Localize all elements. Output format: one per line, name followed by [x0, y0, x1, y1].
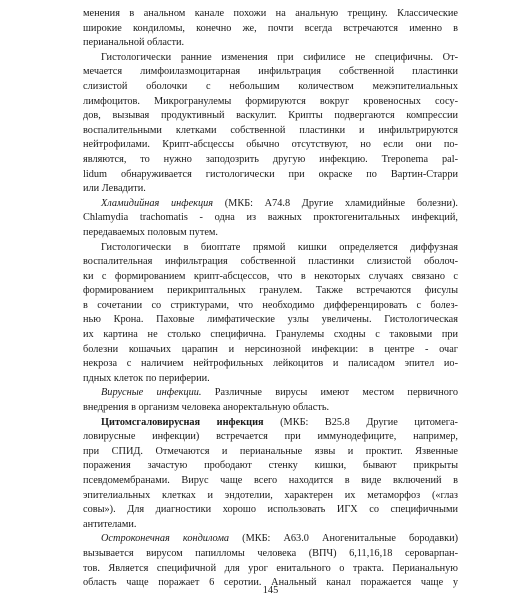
text-line	[83, 22, 458, 37]
text-line	[83, 241, 458, 256]
text-line	[83, 197, 458, 212]
text-line	[83, 503, 458, 518]
line-text: лимфоцитов. Микрогранулемы формируются вокруг кровеносных сосу-	[83, 95, 458, 107]
text-line	[83, 211, 458, 226]
line-text: менения в анальном канале похожи на анальную трещину. Классические	[83, 8, 458, 19]
text-line	[83, 95, 458, 110]
line-text: (МКБ: А63.0 Аногенитальные бородавки)	[229, 533, 459, 545]
text-line	[83, 270, 458, 285]
line-text: псевдомембранами. Вирус чаще всего находится в виде включений в	[83, 475, 458, 486]
text-line	[83, 36, 458, 51]
text-line	[83, 489, 458, 504]
line-text: (МКБ: А74.8 Другие хламидийные болезни).	[213, 197, 458, 209]
line-text: пдных клеток по периферии.	[83, 372, 210, 384]
text-line	[83, 65, 458, 80]
bold-heading: Цитомсгаловирусная инфекция	[101, 416, 264, 428]
line-text: тов. Является специфичной для урог енитального о тракта. Перианальную	[83, 562, 458, 574]
text-line	[83, 474, 458, 489]
text-line	[83, 328, 458, 343]
text-line	[83, 284, 458, 299]
italic-heading: Вирусные инфекции.	[101, 387, 202, 399]
line-text: широкие кондиломы, конечно же, почти всегда встречаются именно в	[83, 22, 458, 34]
text-line	[83, 532, 458, 547]
text-line	[83, 7, 458, 22]
text-line	[83, 226, 458, 241]
line-text: lidum обнаруживается гистологически при окраске по Вартин-Старри	[83, 168, 458, 180]
line-text: Различные вирусы имеют местом первичного	[201, 387, 458, 399]
line-text: некроза с наличием нейтрофильных лейкоцитов и палисадом эпител ио-	[83, 358, 458, 370]
line-text: внедрения в организм человека аноректальную область.	[83, 402, 330, 414]
line-text: перианальной области.	[83, 37, 185, 49]
text-line	[83, 562, 458, 577]
line-text: Chlamydia trachomatis - одна из важных проктогенитальных инфекций,	[83, 212, 458, 224]
line-text: Гистологически ранние изменения при сифилисе не специфичны. От-	[101, 51, 458, 63]
text-line	[83, 138, 458, 153]
text-line	[83, 357, 458, 372]
text-line	[83, 343, 458, 358]
line-text: воспалительная инфильтрация собственной пластинки слизистой оболоч-	[83, 256, 458, 268]
line-text: формированием перикриптальных гранулем. Также встречаются фисулы	[83, 285, 458, 297]
text-line	[83, 124, 458, 139]
line-text: поражения зачастую прободают стенку кишки, бывают прикрыты	[83, 460, 458, 472]
line-text: ловирусные инфекции) встречается при иммунодефиците, например,	[83, 431, 458, 443]
line-text: являются, то нужно заподозрить другую инфекцию. Treponema pal-	[83, 153, 458, 165]
line-text: мечается лимфоилазмоцитарная инфильтрация собственной пластинки	[83, 66, 458, 78]
line-text: антителами.	[83, 518, 137, 530]
text-line	[83, 255, 458, 270]
text-line	[83, 80, 458, 95]
line-text: (МКБ: В25.8 Другие цитомега-	[263, 416, 458, 428]
text-line	[83, 153, 458, 168]
text-line	[83, 299, 458, 314]
text-line	[83, 182, 458, 197]
text-line	[83, 445, 458, 460]
text-line	[83, 313, 458, 328]
text-line	[83, 430, 458, 445]
line-text: болезни кошачьих царапин и нерсинозной инфекции: в центре - очаг	[83, 343, 458, 355]
line-text: или Левадити.	[83, 183, 146, 195]
line-text: Гистологически в биоптате прямой кишки определяется диффузная	[101, 241, 458, 253]
text-line	[83, 518, 458, 533]
line-text: вызывается вирусом папилломы человека (ВПЧ) 6,11,16,18 сероварпан-	[83, 547, 458, 559]
line-text: нью Крона. Паховые лимфатические узлы увеличены. Гистологическая	[83, 314, 458, 326]
line-text: в сочетании со стриктурами, что необходимо дифференцировать с болез-	[83, 299, 458, 311]
line-text: ки с формированием крипт-абсцессов, что в некоторых случаях связано с	[83, 270, 458, 282]
line-text: дов, вызывая продуктивный васкулит. Крипты подвергаются компрессии	[83, 110, 458, 122]
line-text: эпителиальных клетках и эндотелии, характерен их метаморфоз («глаз	[83, 489, 458, 501]
text-line	[83, 51, 458, 66]
text-line	[83, 547, 458, 562]
text-body	[83, 7, 458, 591]
line-text: совы»). Для диагностики хорошо использовать ИГХ со специфичными	[83, 504, 458, 516]
text-line	[83, 401, 458, 416]
line-text: слизистой оболочки с небольшим количеством межэпителиальных	[83, 80, 458, 92]
line-text: область чаще поражает 6 серотии. Анальный канал поражается чаще у	[83, 577, 458, 589]
italic-heading: Хламидийная инфекция	[101, 197, 214, 209]
text-line	[83, 168, 458, 183]
page-number: 145	[262, 585, 279, 596]
line-text: нейтрофилами. Крипт-абсцессы обычно отсутствуют, но если они по-	[83, 139, 458, 151]
line-text: воспалительными клетками собственной пластинки и инфильтрируются	[83, 124, 458, 136]
text-line	[83, 416, 458, 431]
text-line	[83, 372, 458, 387]
text-line	[83, 459, 458, 474]
line-text: передаваемых половым путем.	[83, 226, 218, 238]
text-line	[83, 109, 458, 124]
line-text: при СПИД. Отмечаются и перианальные язвы и проктит. Язвенные	[83, 445, 458, 457]
italic-heading: Остроконечная кондилома	[101, 533, 230, 545]
line-text: их картина не столько специфична. Гранулемы сходны с таковыми при	[83, 329, 458, 341]
text-line	[83, 386, 458, 401]
